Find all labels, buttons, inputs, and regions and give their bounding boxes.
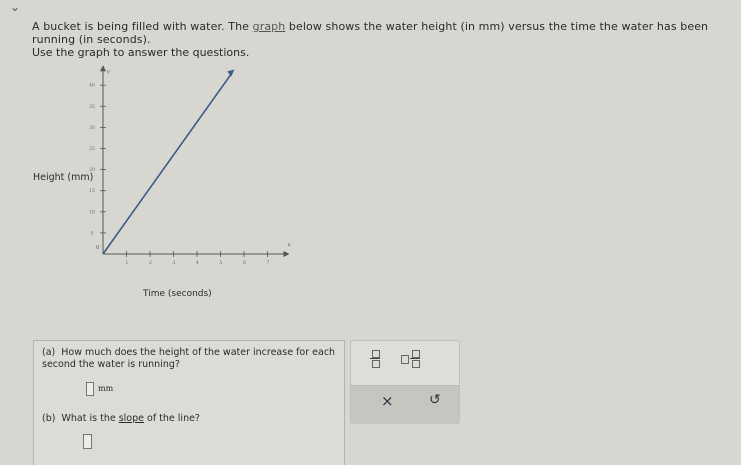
x-axis-label: Time (seconds) — [143, 289, 212, 299]
part-b-text-end: of the line? — [143, 413, 200, 424]
x-tick-label: 3 — [172, 261, 176, 266]
intro-text-start: A bucket is being filled with water. The — [32, 20, 253, 33]
fraction-denominator-icon — [372, 360, 380, 368]
y-axis-arrow — [100, 65, 106, 71]
mixed-number-button[interactable] — [401, 348, 423, 370]
answer-panel — [33, 340, 345, 465]
x-axis-letter: x — [287, 242, 291, 248]
y-axis-label: Height (mm) — [33, 172, 94, 183]
action-bar — [351, 385, 459, 424]
x-tick-label: 2 — [149, 261, 152, 266]
series-line — [103, 73, 232, 254]
y-tick-label: 25 — [89, 147, 95, 152]
fraction-button[interactable] — [365, 348, 387, 370]
mixed-whole-icon — [401, 355, 409, 364]
x-tick-label: 1 — [125, 261, 129, 266]
y-tick-label: 35 — [89, 104, 95, 110]
part-a-answer-row — [86, 378, 113, 397]
question-instruction: Use the graph to answer the questions. — [32, 46, 250, 59]
mixed-denominator-icon — [412, 360, 420, 368]
part-b-answer-row — [83, 431, 92, 450]
part-b-answer-input[interactable] — [83, 434, 92, 449]
y-tick-label: 30 — [89, 125, 95, 131]
x-tick-label: 4 — [196, 261, 199, 266]
math-toolbar — [350, 340, 460, 424]
x-icon[interactable]: × — [381, 392, 394, 410]
fraction-numerator-icon — [372, 350, 380, 358]
origin-label: 0 — [96, 245, 100, 251]
x-axis-arrow — [284, 251, 290, 257]
intro-text-end: below shows the water height (in mm) versus the time the water has been running (in seconds). — [32, 20, 709, 46]
top-bar — [0, 0, 741, 14]
chevron-down-icon[interactable]: ⌄ — [10, 0, 21, 14]
y-tick-label: 40 — [89, 83, 95, 89]
series-arrow — [227, 70, 234, 77]
x-tick-label: 5 — [219, 261, 223, 266]
height-time-graph — [88, 68, 291, 278]
part-a-unit: mm — [98, 384, 114, 393]
y-tick-label: 5 — [90, 231, 94, 237]
y-axis-letter: y — [107, 69, 110, 76]
graph-link[interactable]: graph — [252, 20, 286, 33]
undo-icon[interactable]: ↺ — [429, 392, 441, 408]
question-intro — [32, 20, 741, 46]
part-b-text-start: What is the — [61, 413, 119, 424]
x-tick-label: 6 — [243, 261, 246, 266]
part-a-text: How much does the height of the water increase for each second the water is running? — [42, 347, 336, 370]
y-tick-label: 15 — [89, 189, 95, 195]
fraction-bar-icon — [370, 358, 380, 359]
mixed-numerator-icon — [412, 350, 420, 358]
part-a-answer-input[interactable] — [86, 382, 94, 396]
y-tick-label: 20 — [89, 168, 95, 174]
part-b-question — [42, 413, 200, 424]
part-a-question — [42, 347, 342, 371]
y-tick-label: 10 — [89, 210, 95, 216]
mixed-bar-icon — [410, 358, 420, 359]
part-b-label: (b) — [42, 413, 56, 424]
x-tick-label: 7 — [266, 261, 270, 266]
part-a-label: (a) — [42, 347, 56, 358]
slope-link[interactable]: slope — [118, 413, 144, 424]
